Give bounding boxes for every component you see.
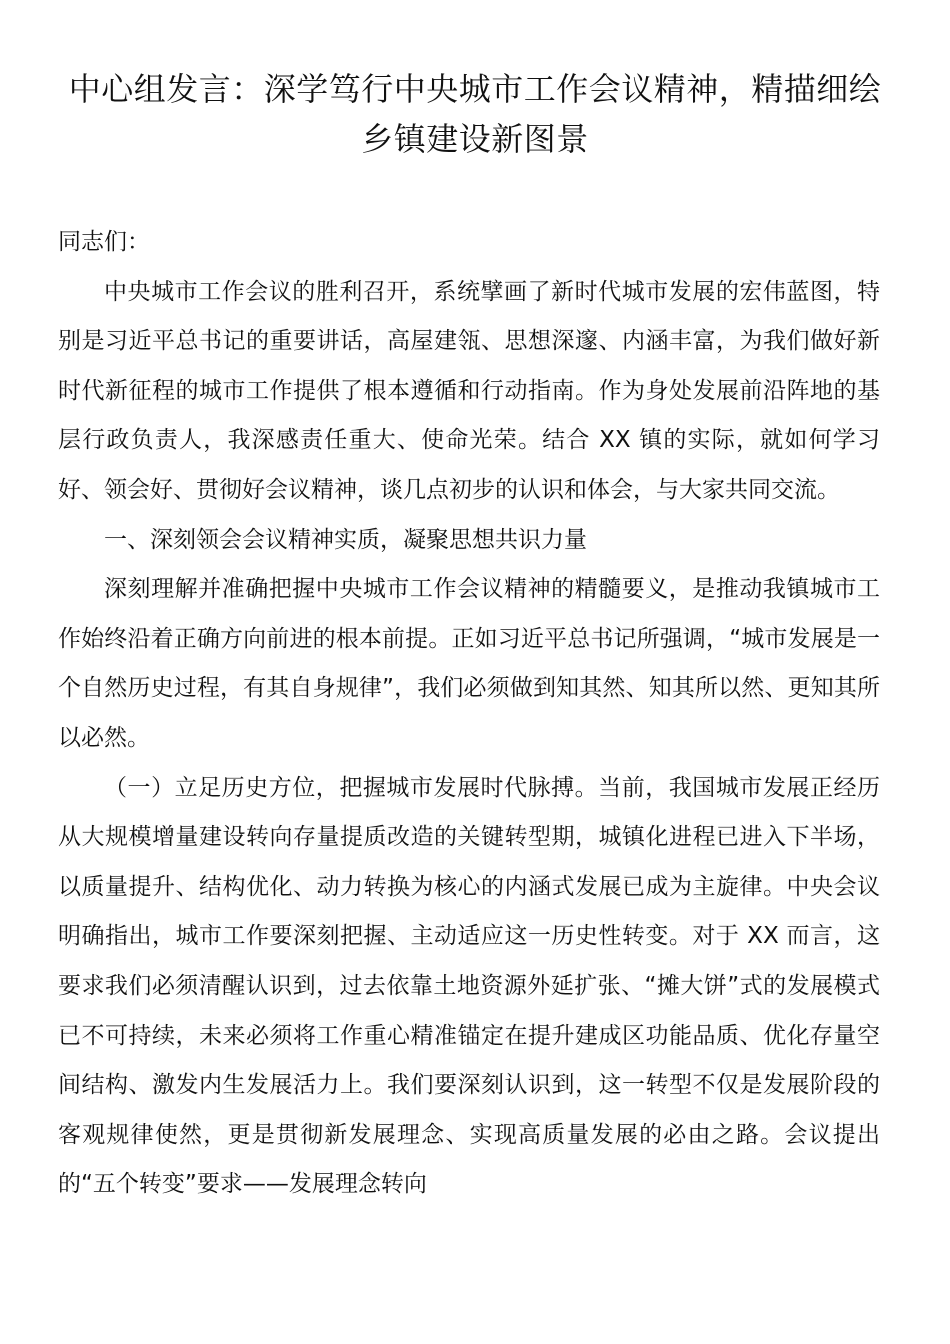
document-title: 中心组发言：深学笃行中央城市工作会议精神，精描细绘乡镇建设新图景 (68, 70, 882, 158)
salutation: 同志们： (58, 229, 150, 255)
paragraph-section-1: 深刻理解并准确把握中央城市工作会议精神的精髓要义，是推动我镇城市工作始终沿着正确方向前进的根本前提。正如习近平总书记所强调，“城市发展是一个自然历史过程，有其自身规律”，我们必须做到知其然、知其所以然、更知其所以必然。 (58, 576, 880, 751)
paragraph-subsection-1: （一）立足历史方位，把握城市发展时代脉搏。当前，我国城市发展正经历从大规模增量建设转向存量提质改造的关键转型期，城镇化进程已进入下半场，以质量提升、结构优化、动力转换为核心的内涵式发展已成为主旋律。中央会议明确指出，城市工作要深刻把握、主动适应这一历史性转变。对于 XX 而言，这要求我们必须清醒认识到，过去依靠土地资源外延扩张、“摊大饼”式的发展模式已不可持续，未来必须将工作重心精准锚定在提升建成区功能品质、优化存量空间结构、激发内生发展活力上。我们要深刻认识到，这一转型不仅是发展阶段的客观规律使然，更是贯彻新发展理念、实现高质量发展的必由之路。会议提出的“五个转变”要求——发展理念转向 (58, 774, 880, 1198)
section-heading-1: 一、深刻领会会议精神实质，凝聚思想共识力量 (104, 526, 587, 553)
document-body (58, 218, 880, 1210)
paragraph-intro: 中央城市工作会议的胜利召开，系统擘画了新时代城市发展的宏伟蓝图，特别是习近平总书记的重要讲话，高屋建瓴、思想深邃、内涵丰富，为我们做好新时代新征程的城市工作提供了根本遵循和行动指南。作为身处发展前沿阵地的基层行政负责人，我深感责任重大、使命光荣。结合 XX 镇的实际，就如何学习好、领会好、贯彻好会议精神，谈几点初步的认识和体会，与大家共同交流。 (58, 278, 880, 503)
